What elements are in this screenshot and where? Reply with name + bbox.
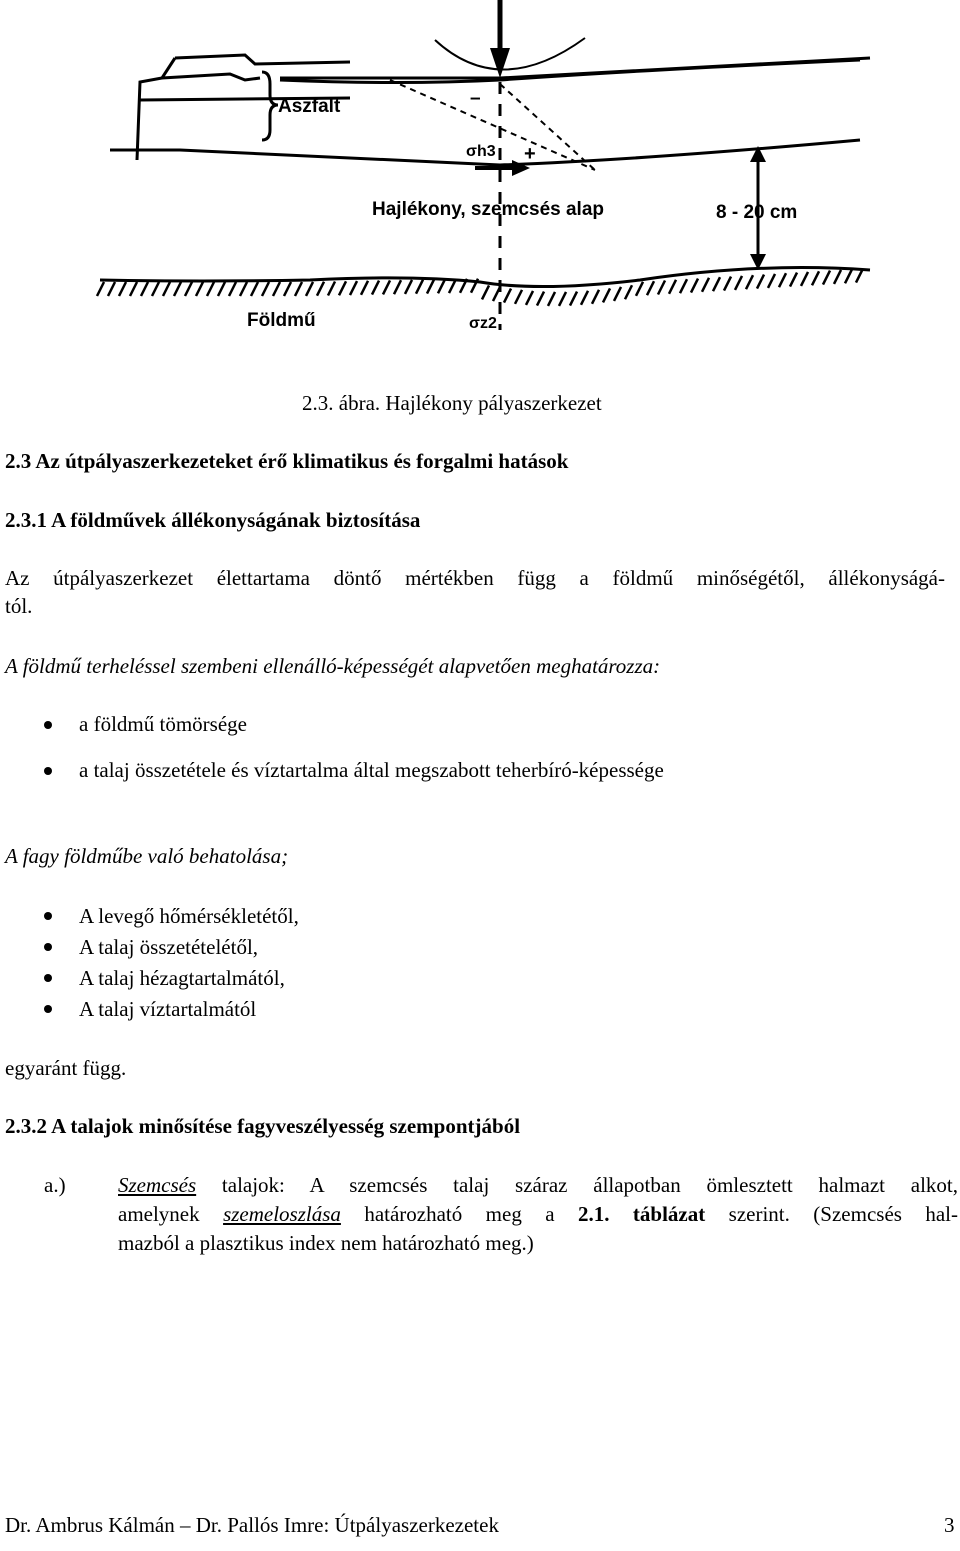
- hatch-stroke: [713, 277, 720, 291]
- hatch-stroke: [812, 271, 819, 285]
- list-item: A levegő hőmérsékletétől,: [79, 904, 299, 928]
- hatch-stroke: [339, 281, 346, 295]
- hatch-stroke: [405, 280, 412, 294]
- hatch-stroke: [174, 282, 181, 296]
- item-line1: [118, 1171, 958, 1200]
- footer-authors: Dr. Ambrus Kálmán – Dr. Pallós Imre: Útpályaszerkezetek: [5, 1513, 499, 1537]
- label-base: Hajlékony, szemcsés alap: [372, 199, 604, 220]
- hatch-stroke: [570, 292, 577, 306]
- hatch-stroke: [537, 292, 544, 306]
- list-item: a talaj összetétele és víztartalma által megszabott teherbíró-képessége: [79, 758, 664, 782]
- load-arrow: [490, 0, 510, 78]
- hatch-stroke: [416, 280, 423, 294]
- hatch-stroke: [526, 291, 533, 305]
- item-line2-text: amelynek: [118, 1202, 224, 1226]
- label-minus: –: [470, 88, 481, 109]
- pavement-diagram: [80, 0, 880, 360]
- list-item: A talaj víztartalmától: [79, 997, 257, 1021]
- hatch-stroke: [317, 282, 324, 296]
- hatch-stroke: [108, 282, 115, 296]
- footer-page-number: 3: [944, 1513, 955, 1537]
- asphalt-brace: [262, 72, 278, 140]
- hatch-stroke: [614, 287, 621, 301]
- label-sigma-z2: σz2: [469, 315, 497, 332]
- section-2-3-2-heading: 2.3.2 A talajok minősítése fagyveszélyesség szempontjából: [5, 1114, 521, 1138]
- bullet-marker: [44, 974, 52, 982]
- bullet-marker: [44, 943, 52, 951]
- paragraph-lifetime-line1: Az útpályaszerkezet élettartama döntő mértékben függ a földmű minőségétől, állékonyságá-: [5, 566, 945, 590]
- hatch-stroke: [735, 276, 742, 290]
- bullet-marker: [44, 1005, 52, 1013]
- subgrade-hatching: [97, 269, 863, 306]
- table-reference-number: 2.1.: [578, 1202, 610, 1226]
- hatch-stroke: [152, 282, 159, 296]
- hatch-stroke: [262, 282, 269, 296]
- hatch-stroke: [636, 282, 643, 296]
- table-reference-word: táblázat: [632, 1202, 706, 1226]
- list-item: A talaj összetételétől,: [79, 935, 259, 959]
- hatch-stroke: [559, 292, 566, 306]
- hatch-stroke: [383, 280, 390, 294]
- base-bottom-line: [100, 268, 870, 287]
- hatch-stroke: [757, 275, 764, 289]
- hatch-stroke: [251, 282, 258, 296]
- item-line2-text: szerint. (Szemcsés hal-: [705, 1202, 959, 1226]
- hatch-stroke: [295, 282, 302, 296]
- hatch-stroke: [691, 279, 698, 293]
- hatch-stroke: [625, 285, 632, 299]
- hatch-stroke: [240, 282, 247, 296]
- hatch-stroke: [834, 270, 841, 284]
- list-item: a földmű tömörsége: [79, 712, 247, 736]
- hatch-stroke: [702, 278, 709, 292]
- hatch-stroke: [768, 274, 775, 288]
- hatch-stroke: [284, 282, 291, 296]
- closing-text: egyaránt függ.: [5, 1056, 127, 1080]
- hatch-stroke: [592, 290, 599, 304]
- stress-line: [500, 84, 595, 170]
- hatch-stroke: [438, 279, 445, 293]
- hatch-stroke: [548, 292, 555, 306]
- hatch-stroke: [97, 282, 104, 296]
- hatch-stroke: [306, 282, 313, 296]
- hatch-stroke: [515, 290, 522, 304]
- section-2-3-heading: 2.3 Az útpályaszerkezeteket érő klimatikus és forgalmi hatások: [5, 449, 569, 473]
- figure-caption: 2.3. ábra. Hajlékony pályaszerkezet: [302, 391, 602, 415]
- italic-intro-frost: A fagy földműbe való behatolása;: [5, 844, 289, 868]
- italic-intro-strength: A földmű terheléssel szembeni ellenálló-képességét alapvetően meghatározza:: [5, 654, 661, 678]
- hatch-stroke: [207, 282, 214, 296]
- hatch-stroke: [119, 282, 126, 296]
- hatch-stroke: [185, 282, 192, 296]
- term-grading: szemeloszlása: [223, 1202, 341, 1226]
- hatch-stroke: [394, 280, 401, 294]
- hatch-stroke: [504, 289, 511, 303]
- item-label: a.): [44, 1173, 66, 1197]
- list-item: A talaj hézagtartalmától,: [79, 966, 285, 990]
- hatch-stroke: [790, 273, 797, 287]
- hatch-stroke: [746, 275, 753, 289]
- hatch-stroke: [141, 282, 148, 296]
- hatch-stroke: [350, 281, 357, 295]
- hatch-stroke: [581, 291, 588, 305]
- hatch-stroke: [658, 281, 665, 295]
- bullet-marker: [44, 721, 52, 729]
- hatch-stroke: [647, 281, 654, 295]
- item-line1-text: talajok: A szemcsés talaj száraz állapotban ömlesztett halmazt alkot,: [196, 1173, 958, 1197]
- hatch-stroke: [130, 282, 137, 296]
- hatch-stroke: [372, 281, 379, 295]
- hatch-stroke: [603, 288, 610, 302]
- item-line2-text: határozható meg a: [340, 1202, 578, 1226]
- hatch-stroke: [823, 271, 830, 285]
- label-subgrade: Földmű: [247, 310, 316, 331]
- label-asphalt: Aszfalt: [278, 96, 341, 117]
- hatch-stroke: [680, 279, 687, 293]
- sigma-h3-arrow: [475, 160, 530, 176]
- hatch-stroke: [482, 285, 489, 299]
- item-line2: [118, 1200, 958, 1229]
- hatch-stroke: [669, 280, 676, 294]
- hatch-stroke: [229, 282, 236, 296]
- label-thickness: 8 - 20 cm: [716, 202, 798, 223]
- term-granular: Szemcsés: [118, 1173, 197, 1197]
- hatch-stroke: [218, 282, 225, 296]
- hatch-stroke: [801, 272, 808, 286]
- bullet-marker: [44, 767, 52, 775]
- hatch-stroke: [779, 273, 786, 287]
- hatch-stroke: [724, 277, 731, 291]
- hatch-stroke: [196, 282, 203, 296]
- section-2-3-1-heading: 2.3.1 A földművek állékonyságának biztosítása: [5, 508, 421, 532]
- hatch-stroke: [163, 282, 170, 296]
- hatch-stroke: [427, 280, 434, 294]
- paragraph-lifetime-line2: tól.: [5, 594, 33, 618]
- hatch-stroke: [273, 282, 280, 296]
- hatch-stroke: [845, 269, 852, 283]
- bullet-marker: [44, 912, 52, 920]
- hatch-stroke: [328, 282, 335, 296]
- label-sigma-h3: σh3: [466, 143, 496, 160]
- label-plus: +: [524, 143, 536, 165]
- item-line3: mazból a plasztikus index nem határozható meg.): [118, 1231, 534, 1255]
- load-pressure-arc: [435, 38, 585, 70]
- hatch-stroke: [361, 281, 368, 295]
